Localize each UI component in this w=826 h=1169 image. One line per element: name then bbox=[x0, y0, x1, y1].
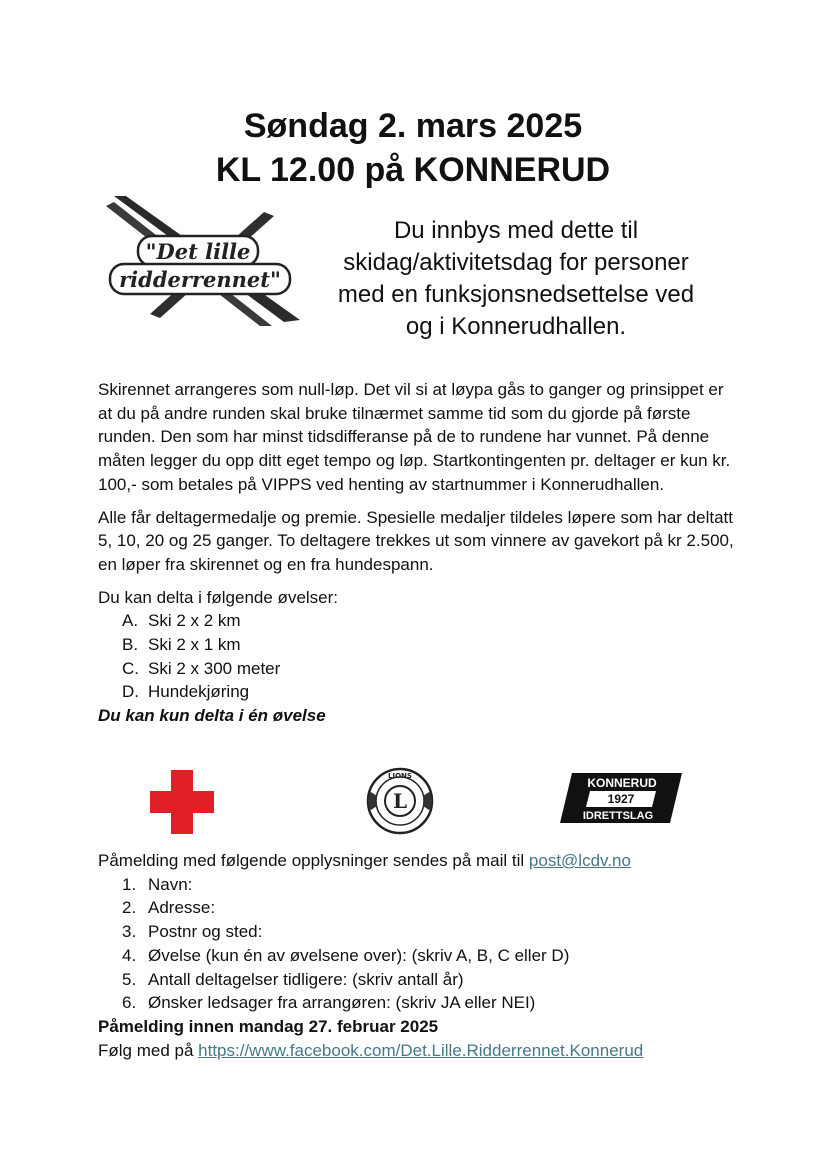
konnerud-line-3: IDRETTSLAG bbox=[582, 810, 654, 822]
signup-fields-list bbox=[98, 873, 758, 1015]
events-intro: Du kan delta i følgende øvelser: bbox=[98, 587, 339, 607]
field-label: Navn: bbox=[148, 874, 193, 894]
list-marker: 3. bbox=[122, 922, 137, 942]
det-lille-ridderrennet-logo bbox=[104, 192, 300, 326]
list-marker: A. bbox=[122, 611, 139, 631]
field-label: Postnr og sted: bbox=[148, 922, 263, 942]
ski-logo-text-1: "Det lille bbox=[145, 239, 251, 264]
list-item bbox=[98, 633, 738, 657]
events-note: Du kan kun delta i én øvelse bbox=[98, 706, 326, 726]
list-marker: 5. bbox=[122, 969, 137, 989]
cross-horizontal-bar bbox=[150, 791, 214, 813]
signup-intro-line bbox=[98, 849, 758, 873]
list-marker: B. bbox=[122, 635, 139, 655]
field-label: Adresse: bbox=[148, 898, 216, 918]
red-cross-logo bbox=[150, 770, 214, 834]
email-link[interactable]: post@lcdv.no bbox=[528, 851, 631, 870]
list-marker: 4. bbox=[122, 945, 137, 965]
list-item bbox=[98, 944, 758, 968]
list-item bbox=[98, 968, 758, 992]
list-item bbox=[98, 920, 758, 944]
list-item bbox=[98, 896, 758, 920]
invite-line-2: skidag/aktivitetsdag for personer bbox=[343, 249, 689, 276]
events-list bbox=[98, 609, 738, 704]
list-item bbox=[98, 657, 738, 681]
ski-logo-text-2: ridderrennet" bbox=[119, 267, 281, 292]
title-block bbox=[0, 104, 826, 192]
list-item bbox=[98, 991, 758, 1015]
list-item bbox=[98, 609, 738, 633]
konnerud-line-2: 1927 bbox=[607, 792, 635, 806]
field-label: Antall deltagelser tidligere: (skriv antall år) bbox=[148, 969, 464, 989]
invite-line-4: og i Konnerudhallen. bbox=[405, 313, 627, 340]
list-item bbox=[98, 680, 738, 704]
signup-deadline: Påmelding innen mandag 27. februar 2025 bbox=[98, 1016, 439, 1036]
follow-line bbox=[98, 1039, 758, 1063]
paragraph-prizes: Alle får deltagermedalje og premie. Spesielle medaljer tildeles løpere som har deltatt 5, 10, 20 og 25 ganger. To deltagere trekkes ut som vinnere av gavekort på kr 2.500, en løper fra skirennet og en fra hundespann. bbox=[98, 507, 734, 574]
list-item bbox=[98, 873, 758, 897]
invite-line-3: med en funksjonsnedsettelse ved bbox=[337, 281, 695, 308]
invite-line-1: Du innbys med dette til bbox=[393, 217, 639, 244]
list-marker: 6. bbox=[122, 993, 137, 1013]
title-date: Søndag 2. mars 2025 bbox=[243, 107, 583, 145]
follow-prefix: Følg med på bbox=[98, 1040, 199, 1060]
invitation-text bbox=[306, 215, 726, 343]
konnerud-idrettslag-logo bbox=[560, 771, 682, 825]
event-label: Ski 2 x 2 km bbox=[148, 611, 241, 631]
paragraph-race-rules: Skirennet arrangeres som null-løp. Det vil si at løypa gås to ganger og prinsippet er at du på andre runden skal bruke tilnærmet samme tid som du gjorde på første runden. Den som har minst tidsdifferanse på de to rundene har vunnet. På denne måten legger du opp ditt eget tempo og løp. Startkontingenten pr. deltager er kun kr. 100,- som betales på VIPPS ved henting av startnummer i Konnerudhallen. bbox=[98, 380, 731, 494]
field-label: Øvelse (kun én av øvelsene over): (skriv A, B, C eller D) bbox=[148, 945, 570, 965]
sponsor-logos bbox=[0, 766, 826, 840]
signup-intro: Påmelding med følgende opplysninger sendes på mail til bbox=[98, 851, 529, 870]
lions-letter: L bbox=[392, 789, 408, 813]
list-marker: 1. bbox=[122, 874, 137, 894]
title-time-place: KL 12.00 på KONNERUD bbox=[215, 151, 611, 189]
konnerud-line-1: KONNERUD bbox=[587, 776, 657, 790]
field-label: Ønsker ledsager fra arrangøren: (skriv JA eller NEI) bbox=[148, 993, 536, 1013]
event-label: Ski 2 x 1 km bbox=[148, 635, 241, 655]
event-label: Ski 2 x 300 meter bbox=[148, 658, 281, 678]
body-section bbox=[98, 378, 738, 728]
signup-section bbox=[98, 849, 758, 1062]
list-marker: 2. bbox=[122, 898, 137, 918]
list-marker: C. bbox=[122, 658, 139, 678]
lions-club-logo bbox=[365, 766, 435, 836]
lions-top-text: LIONS bbox=[388, 772, 412, 780]
event-label: Hundekjøring bbox=[148, 682, 250, 702]
facebook-link[interactable]: https://www.facebook.com/Det.Lille.Ridderrennet.Konnerud bbox=[198, 1040, 644, 1060]
list-marker: D. bbox=[122, 682, 139, 702]
